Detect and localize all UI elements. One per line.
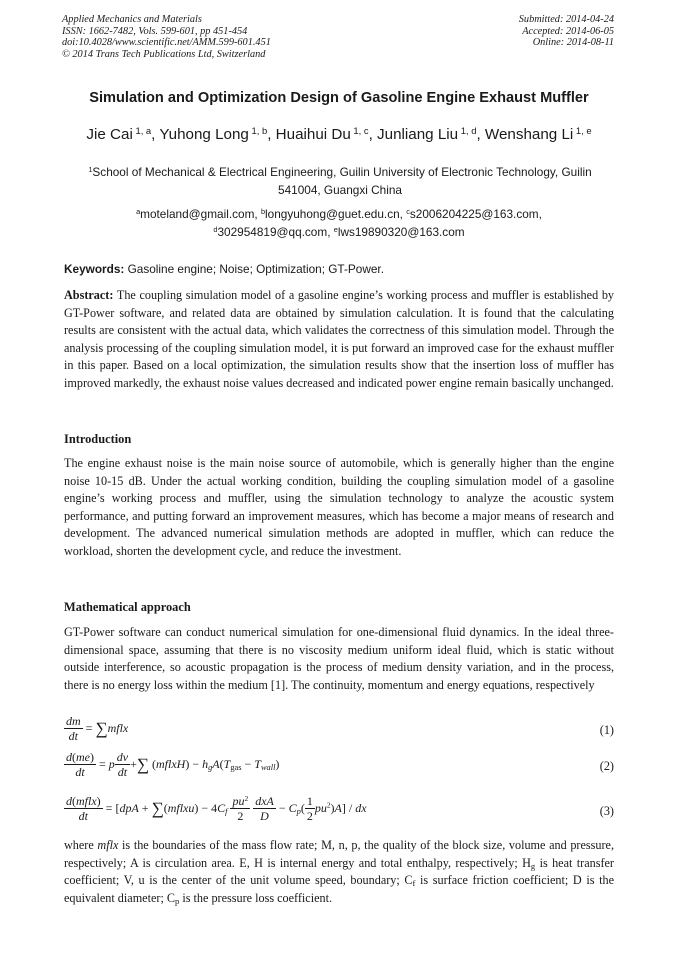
doi-line: doi:10.4028/www.scientific.net/AMM.599-601.451: [62, 37, 271, 49]
email-address: s2006204225@163.com: [409, 207, 539, 221]
variable-definitions: [64, 837, 614, 907]
equation-number: (2): [599, 759, 614, 773]
equation-number: (3): [599, 804, 614, 818]
definition-sub: p: [175, 895, 180, 906]
email-address: moteland@gmail.com: [140, 207, 255, 221]
journal-header: [62, 14, 271, 60]
where-label: where: [64, 838, 98, 852]
equation-3: $\frac{\text{d(mflx)}}{dt}$ = [dpA + ∑(mflxu) − $4C_f$ $\frac{pu^2}{2}$ $\frac{\text{dxA}}{D}$ − $C_p$( $\frac{1}{2}$ $pu^2)A$] / dx (3): [66, 793, 614, 823]
author-sup: 1, e: [575, 124, 592, 136]
equation-number: (1): [599, 723, 614, 737]
definition-text: is the boundaries of the mass flow rate; M, n, p, the quality of the block size, volume and pressure, respectively; A is circulation area. E, H is internal energy and total enthalpy, respectively; H: [64, 838, 614, 870]
math-heading: Mathematical approach: [64, 600, 191, 614]
submission-dates: [519, 14, 614, 49]
mflx-term: mflx: [97, 838, 119, 852]
author-name: Jie Cai: [86, 126, 133, 143]
email-sup: e: [333, 224, 338, 234]
online-date: Online: 2014-08-11: [532, 37, 614, 49]
affiliation-text: School of Mechanical & Electrical Engineering, Guilin University of Electronic Technology, Guilin 541004, Guangxi China: [92, 165, 592, 197]
abstract-label: Abstract:: [64, 288, 114, 302]
definition-text: is the pressure loss coefficient.: [179, 890, 333, 905]
definition-sub: f: [412, 878, 416, 889]
author-name: Yuhong Long: [159, 126, 249, 143]
math-text: GT-Power software can conduct numerical simulation for one-dimensional fluid dynamics. In the ideal three-dimensional space, assuming that there is no viscosity medium uniform ideal fluid, which is static without outside interference, so acoustic propagation is the process of medium density variation, and in the process, there is no energy loss within the medium [1]. The continuity, momentum and energy equations, respectively: [64, 625, 614, 692]
email-sup: b: [260, 206, 266, 216]
abstract-text: The coupling simulation model of a gasoline engine’s working process and muffler is established by GT-Power software, and related data are obtained by simulation calculation. It is found that the calculating results are consistent with the actual data, which validates the correctness of this simulation model. Through the analysis processing of the coupling simulation model, it is put forward an improved case for the exhaust muffler in this paper. Based on a local optimization, the simulation results show that the insertion loss of muffler has improved markedly, the exhaust noise values decreased and indicated power engine remain basically unchanged.: [64, 288, 615, 390]
affiliation-sup: 1: [88, 164, 93, 174]
author-name: Wenshang Li: [484, 126, 574, 143]
author-sup: 1, d: [460, 124, 477, 136]
accepted-date: Accepted: 2014-06-05: [522, 25, 614, 37]
issn-line: ISSN: 1662-7482, Vols. 599-601, pp 451-454: [62, 25, 248, 37]
paper-title: Simulation and Optimization Design of Gasoline Engine Exhaust Muffler: [89, 90, 589, 106]
email-sup: a: [136, 206, 141, 216]
email-sup: d: [213, 224, 218, 234]
introduction-text: The engine exhaust noise is the main noise source of automobile, which is generally higher than the engine noise 10-15 dB. Under the actual working condition, building the coupling simulation model of a gasoline engine’s working process and muffler, using the simulation technology to analyze the acoustic system performance, and putting forward an improvement measures, which has become a major means of research and development. The advanced numerical simulation methods are adopted in muffler, which can reduce the workload, shorten the development cycle, and reduce the investment.: [64, 456, 614, 558]
email-address: lws19890320@163.com: [337, 225, 465, 239]
submitted-date: Submitted: 2014-04-24: [518, 14, 614, 25]
copyright-line: © 2014 Trans Tech Publications Ltd, Switzerland: [62, 48, 266, 60]
author-sup: 1, b: [251, 124, 268, 136]
email-list: $^a$moteland@gmail.com, $^b$longyuhong@guet.edu.cn, $^c$s2006204225@163.com, $^d$302954819@qq.com, $^e$lws19890320@163.com: [136, 206, 542, 239]
author-name: Junliang Liu: [377, 126, 459, 143]
equation-1: $\frac{dm}{dt}$ = ∑mflx (1): [66, 714, 614, 743]
keywords-text: Gasoline engine; Noise; Optimization; GT-Power.: [127, 262, 384, 276]
affiliation: [70, 163, 610, 199]
author-list: Jie Cai $^{1, a}$, Yuhong Long $^{1, b}$, Huaihui Du $^{1, c}$, Junliang Liu $^{1, d}$, Wenshang Li $^{1, e}$: [86, 124, 592, 143]
definition-sub: g: [530, 860, 536, 871]
abstract: [64, 287, 614, 393]
email-sup: c: [406, 206, 410, 216]
author-sup: 1, c: [353, 124, 369, 136]
author-sup: 1, a: [135, 124, 152, 136]
introduction-heading: Introduction: [64, 432, 132, 446]
definition-text: is surface friction coefficient; D is the equivalent diameter; C: [64, 873, 614, 905]
email-address: longyuhong@guet.edu.cn: [265, 207, 400, 221]
definition-text: is heat transfer coefficient; V, u is the center of the unit volume speed, boundary; C: [64, 855, 614, 888]
email-address: 302954819@qq.com: [217, 225, 328, 239]
author-name: Huaihui Du: [275, 126, 351, 143]
journal-name: Applied Mechanics and Materials: [62, 14, 202, 25]
keywords-label: Keywords:: [64, 262, 125, 276]
keywords: [64, 262, 384, 276]
equation-2: $\frac{d(me)}{dt}$ = p $\frac{dv}{dt}$ +∑ (mflxH) − $h_gA(T_{gas} - T_{wall})$ (2): [66, 750, 614, 779]
